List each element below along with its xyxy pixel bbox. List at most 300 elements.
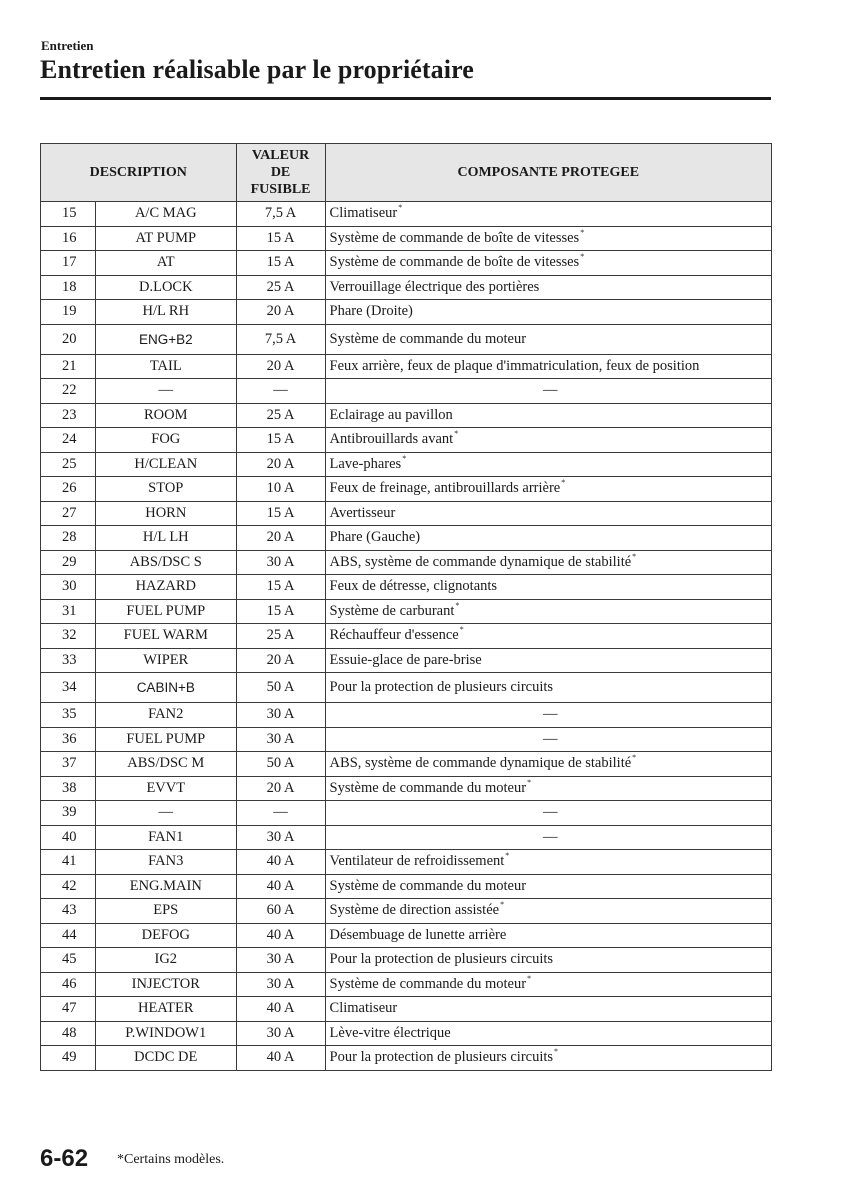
protected-component-cell-text: Système de commande du moteur [329,779,527,796]
footnote-marker: * [527,973,532,983]
fuse-description-cell [96,501,237,526]
protected-component-cell [325,752,771,777]
fuse-number-cell [41,801,96,826]
protected-component-cell-text: Désembuage de lunette arrière [329,926,507,943]
fuse-number-cell [41,379,96,404]
fuse-value-cell-text: — [273,804,288,821]
fuse-description-cell [96,452,237,477]
fuse-value-cell [236,324,325,354]
fuse-value-cell [236,776,325,801]
table-row [41,526,772,551]
fuse-value-cell [236,874,325,899]
protected-component-cell-text: Système de commande du moteur [329,330,527,347]
fuse-number-cell-text: 19 [62,303,77,320]
fuse-number-cell [41,501,96,526]
protected-component-cell-text: Pour la protection de plusieurs circuits [329,679,554,695]
fuse-description-cell-text: DEFOG [141,926,190,943]
fuse-value-cell [236,379,325,404]
fuse-number-cell [41,550,96,575]
protected-component-cell-text: — [543,804,558,821]
protected-component-cell-text: Feux de freinage, antibrouillards arrière [329,480,561,497]
fuse-description-cell [96,776,237,801]
table-row [41,997,772,1022]
protected-component-cell-text: Pour la protection de plusieurs circuits [329,1049,554,1066]
protected-component-cell-text: Feux arrière, feux de plaque d'immatriculation, feux de position [329,357,700,374]
fuse-value-cell-text: 20 A [266,651,295,668]
footnote-marker: * [505,851,510,861]
fuse-number-cell [41,948,96,973]
fuse-value-cell-text: 30 A [266,951,295,968]
protected-component-cell-text: — [543,382,558,399]
fuse-value-cell-text: 15 A [266,254,295,271]
fuse-value-cell [236,550,325,575]
protected-component-cell [325,1046,771,1071]
protected-component-cell [325,997,771,1022]
fuse-number-cell [41,850,96,875]
footnote-marker: * [632,551,637,561]
fuse-value-cell-text: 30 A [266,828,295,845]
fuse-number-cell [41,226,96,251]
fuse-description-cell [96,599,237,624]
protected-component-cell [325,703,771,728]
protected-component-cell [325,275,771,300]
fuse-description-cell-text: WIPER [143,651,189,668]
protected-component-cell [325,251,771,276]
fuse-number-cell-text: 28 [62,529,77,546]
fuse-value-cell-text: 25 A [266,278,295,295]
table-row [41,428,772,453]
table-row [41,703,772,728]
protected-component-cell [325,825,771,850]
protected-component-cell-text: Phare (Gauche) [329,529,421,546]
fuse-table-header [41,144,772,202]
fuse-number-cell-text: 45 [62,951,77,968]
fuse-description-cell [96,1021,237,1046]
table-row [41,874,772,899]
fuse-number-cell [41,403,96,428]
fuse-value-cell-text: 30 A [266,553,295,570]
fuse-description-cell-text: ABS/DSC M [127,755,205,772]
fuse-number-cell [41,575,96,600]
footnote-marker: * [632,753,637,763]
fuse-number-cell-text: 35 [62,706,77,723]
protected-component-cell-text: Système de commande de boîte de vitesses [329,254,580,271]
protected-component-cell [325,324,771,354]
header-fuse-value-line3: FUSIBLE [250,182,311,197]
fuse-number-cell-text: 16 [62,229,77,246]
fuse-value-cell-text: 15 A [266,431,295,448]
fuse-description-cell [96,624,237,649]
fuse-number-cell-text: 38 [62,779,77,796]
fuse-description-cell [96,899,237,924]
fuse-value-cell [236,624,325,649]
fuse-description-cell-text: FUEL PUMP [126,730,206,747]
fuse-description-cell [96,324,237,354]
fuse-value-cell-text: 15 A [266,504,295,521]
title-rule [40,97,771,100]
fuse-value-cell-text: 40 A [266,877,295,894]
header-fuse-value [236,144,325,202]
fuse-description-cell [96,972,237,997]
fuse-description-cell-text: H/L RH [142,303,190,320]
protected-component-cell [325,599,771,624]
table-row [41,923,772,948]
fuse-description-cell [96,575,237,600]
fuse-value-cell-text: — [273,382,288,399]
fuse-value-cell [236,752,325,777]
protected-component-cell [325,1021,771,1046]
header-description: DESCRIPTION [41,144,237,202]
protected-component-cell [325,948,771,973]
fuse-value-cell-text: 30 A [266,1024,295,1041]
fuse-number-cell [41,923,96,948]
fuse-value-cell-text: 20 A [266,357,295,374]
fuse-description-cell [96,703,237,728]
fuse-description-cell [96,948,237,973]
protected-component-cell [325,501,771,526]
fuse-value-cell [236,300,325,325]
footnote-marker: * [580,252,585,262]
fuse-number-cell-text: 29 [62,553,77,570]
fuse-value-cell-text: 40 A [266,1000,295,1017]
fuse-number-cell-text: 22 [62,382,77,399]
table-row [41,300,772,325]
protected-component-cell [325,575,771,600]
fuse-description-cell-text: H/CLEAN [134,455,198,472]
fuse-description-cell-text: HORN [145,504,187,521]
fuse-number-cell-text: 15 [62,205,77,222]
fuse-value-cell [236,703,325,728]
protected-component-cell-text: Système de commande de boîte de vitesses [329,229,580,246]
table-row [41,1021,772,1046]
fuse-number-cell [41,1046,96,1071]
fuse-value-cell [236,948,325,973]
fuse-number-cell-text: 44 [62,926,77,943]
fuse-number-cell [41,428,96,453]
protected-component-cell [325,300,771,325]
protected-component-cell-text: Verrouillage électrique des portières [329,278,540,295]
fuse-number-cell [41,300,96,325]
page-number: 6-62 [40,1145,89,1172]
fuse-number-cell-text: 25 [62,455,77,472]
fuse-description-cell-text: FOG [151,431,181,448]
footnote-marker: * [402,453,407,463]
fuse-value-cell [236,997,325,1022]
fuse-description-cell-text: HEATER [137,1000,194,1017]
footnote-marker: * [500,900,505,910]
fuse-description-cell [96,997,237,1022]
fuse-number-cell-text: 17 [62,254,77,271]
fuse-number-cell-text: 49 [62,1049,77,1066]
protected-component-cell-text: ABS, système de commande dynamique de stabilité [329,755,632,772]
fuse-description-cell [96,251,237,276]
footnote-marker: * [580,227,585,237]
protected-component-cell [325,850,771,875]
protected-component-cell [325,477,771,502]
fuse-number-cell [41,703,96,728]
protected-component-cell [325,624,771,649]
protected-component-cell-text: Lève-vitre électrique [329,1024,451,1041]
fuse-description-cell-text: FUEL WARM [123,627,208,644]
fuse-description-cell [96,1046,237,1071]
fuse-value-cell [236,403,325,428]
protected-component-cell-text: Climatiseur [329,205,398,222]
table-row [41,648,772,673]
fuse-description-cell [96,226,237,251]
fuse-description-cell-text: AT PUMP [135,229,197,246]
fuse-number-cell [41,727,96,752]
fuse-number-cell [41,354,96,379]
fuse-description-cell-text: INJECTOR [131,975,200,992]
footnote-marker: * [459,625,464,635]
fuse-number-cell [41,452,96,477]
fuse-description-cell [96,923,237,948]
table-row [41,850,772,875]
protected-component-cell [325,673,771,703]
protected-component-cell [325,452,771,477]
fuse-description-cell [96,752,237,777]
fuse-number-cell-text: 18 [62,278,77,295]
protected-component-cell [325,899,771,924]
fuse-description-cell-text: EVVT [146,779,186,796]
table-row [41,948,772,973]
table-row [41,752,772,777]
fuse-value-cell-text: 25 A [266,406,295,423]
fuse-description-cell-text: DCDC DE [134,1049,198,1066]
fuse-description-cell-text: TAIL [149,357,182,374]
fuse-description-cell [96,727,237,752]
table-row [41,202,772,227]
fuse-value-cell-text: 25 A [266,627,295,644]
fuse-value-cell [236,452,325,477]
fuse-value-cell-text: 30 A [266,975,295,992]
fuse-value-cell [236,251,325,276]
protected-component-cell-text: Système de carburant [329,602,455,619]
fuse-number-cell-text: 27 [62,504,77,521]
fuse-number-cell [41,275,96,300]
fuse-value-cell-text: 30 A [266,730,295,747]
table-row [41,801,772,826]
protected-component-cell-text: Système de direction assistée [329,902,500,919]
fuse-value-cell [236,477,325,502]
table-row [41,501,772,526]
protected-component-cell [325,923,771,948]
table-row [41,354,772,379]
fuse-value-cell-text: 40 A [266,926,295,943]
fuse-value-cell [236,202,325,227]
protected-component-cell [325,379,771,404]
fuse-number-cell-text: 48 [62,1024,77,1041]
protected-component-cell-text: Système de commande du moteur [329,975,527,992]
fuse-description-cell [96,300,237,325]
protected-component-cell-text: Pour la protection de plusieurs circuits [329,951,554,968]
fuse-value-cell-text: 20 A [266,779,295,796]
fuse-description-cell-text: AT [156,254,175,271]
fuse-number-cell [41,1021,96,1046]
fuse-value-cell [236,526,325,551]
fuse-description-cell-text: P.WINDOW1 [125,1024,207,1041]
fuse-description-cell-text: ENG.MAIN [129,877,202,894]
protected-component-cell [325,776,771,801]
table-row [41,972,772,997]
fuse-value-cell [236,428,325,453]
fuse-number-cell-text: 46 [62,975,77,992]
table-row [41,624,772,649]
table-row [41,477,772,502]
fuse-number-cell-text: 37 [62,755,77,772]
fuse-table-body [41,202,772,1071]
fuse-number-cell-text: 21 [62,357,77,374]
footnote-marker: * [554,1047,559,1057]
fuse-value-cell-text: 60 A [266,902,295,919]
table-row [41,324,772,354]
table-row [41,673,772,703]
fuse-number-cell-text: 43 [62,902,77,919]
fuse-number-cell-text: 30 [62,578,77,595]
table-row [41,251,772,276]
protected-component-cell [325,727,771,752]
protected-component-cell-text: Ventilateur de refroidissement [329,853,505,870]
footnote: *Certains modèles. [117,1152,225,1167]
fuse-description-cell [96,801,237,826]
fuse-number-cell [41,673,96,703]
fuse-description-cell [96,202,237,227]
header-fuse-value-line2: DE [270,165,291,180]
table-row [41,226,772,251]
fuse-number-cell [41,477,96,502]
protected-component-cell [325,428,771,453]
fuse-number-cell-text: 24 [62,431,77,448]
protected-component-cell-text: Système de commande du moteur [329,877,527,894]
protected-component-cell [325,354,771,379]
fuse-value-cell [236,1021,325,1046]
fuse-table [40,143,772,1071]
fuse-description-cell-text: STOP [148,480,184,497]
fuse-value-cell-text: 15 A [266,602,295,619]
fuse-description-cell-text: ENG+B2 [138,331,193,347]
footnote-marker: * [561,478,566,488]
fuse-value-cell [236,899,325,924]
fuse-number-cell [41,752,96,777]
protected-component-cell [325,226,771,251]
fuse-value-cell-text: 40 A [266,1049,295,1066]
fuse-description-cell-text: — [158,804,174,821]
protected-component-cell [325,550,771,575]
table-row [41,825,772,850]
protected-component-cell-text: Réchauffeur d'essence [329,627,459,644]
footnote-marker: * [454,429,459,439]
fuse-number-cell-text: 34 [62,679,77,695]
protected-component-cell [325,801,771,826]
fuse-value-cell-text: 15 A [266,229,295,246]
fuse-number-cell-text: 47 [62,1000,77,1017]
protected-component-cell-text: Essuie-glace de pare-brise [329,651,482,668]
fuse-number-cell-text: 40 [62,828,77,845]
fuse-description-cell-text: IG2 [154,951,178,968]
fuse-value-cell-text: 10 A [266,480,295,497]
protected-component-cell [325,202,771,227]
table-row [41,275,772,300]
fuse-number-cell [41,324,96,354]
protected-component-cell-text: Avertisseur [329,504,396,521]
fuse-number-cell [41,202,96,227]
fuse-description-cell [96,354,237,379]
protected-component-cell-text: Climatiseur [329,1000,398,1017]
footnote-marker: * [455,600,460,610]
fuse-number-cell [41,825,96,850]
header-fuse-value-line1: VALEUR [251,148,310,163]
fuse-description-cell [96,526,237,551]
fuse-description-cell [96,403,237,428]
protected-component-cell-text: Eclairage au pavillon [329,406,453,423]
fuse-description-cell [96,477,237,502]
fuse-number-cell [41,624,96,649]
protected-component-cell [325,403,771,428]
fuse-value-cell [236,501,325,526]
fuse-number-cell [41,599,96,624]
fuse-value-cell [236,648,325,673]
fuse-description-cell-text: FAN3 [148,853,184,870]
fuse-description-cell-text: FAN1 [148,828,184,845]
fuse-number-cell-text: 31 [62,602,77,619]
fuse-value-cell-text: 15 A [266,578,295,595]
header-protected-component: COMPOSANTE PROTEGEE [325,144,771,202]
fuse-description-cell [96,874,237,899]
fuse-number-cell-text: 26 [62,480,77,497]
fuse-description-cell-text: D.LOCK [138,278,193,295]
fuse-number-cell-text: 39 [62,804,77,821]
fuse-value-cell-text: 20 A [266,455,295,472]
fuse-value-cell-text: 20 A [266,529,295,546]
table-row [41,379,772,404]
fuse-description-cell [96,850,237,875]
fuse-description-cell [96,648,237,673]
fuse-value-cell [236,850,325,875]
protected-component-cell-text: — [543,828,558,845]
fuse-description-cell-text: A/C MAG [134,205,197,222]
fuse-number-cell [41,997,96,1022]
fuse-description-cell-text: CABIN+B [136,680,195,695]
fuse-value-cell [236,354,325,379]
fuse-value-cell-text: 30 A [266,706,295,723]
fuse-value-cell [236,923,325,948]
fuse-description-cell-text: EPS [153,902,179,919]
table-row [41,599,772,624]
table-row [41,403,772,428]
fuse-description-cell-text: HAZARD [135,578,196,595]
table-row [41,452,772,477]
fuse-description-cell-text: H/L LH [142,529,189,546]
fuse-value-cell [236,275,325,300]
fuse-description-cell [96,379,237,404]
protected-component-cell-text: — [543,730,558,747]
fuse-value-cell [236,727,325,752]
fuse-number-cell [41,899,96,924]
fuse-value-cell [236,673,325,703]
fuse-number-cell-text: 41 [62,853,77,870]
protected-component-cell [325,526,771,551]
fuse-description-cell [96,428,237,453]
table-row [41,899,772,924]
fuse-value-cell-text: 20 A [266,303,295,320]
fuse-value-cell [236,801,325,826]
fuse-value-cell-text: 50 A [266,755,295,772]
fuse-number-cell [41,972,96,997]
fuse-number-cell-text: 20 [62,330,77,347]
fuse-description-cell [96,550,237,575]
fuse-description-cell-text: FAN2 [148,706,184,723]
protected-component-cell-text: ABS, système de commande dynamique de stabilité [329,553,632,570]
